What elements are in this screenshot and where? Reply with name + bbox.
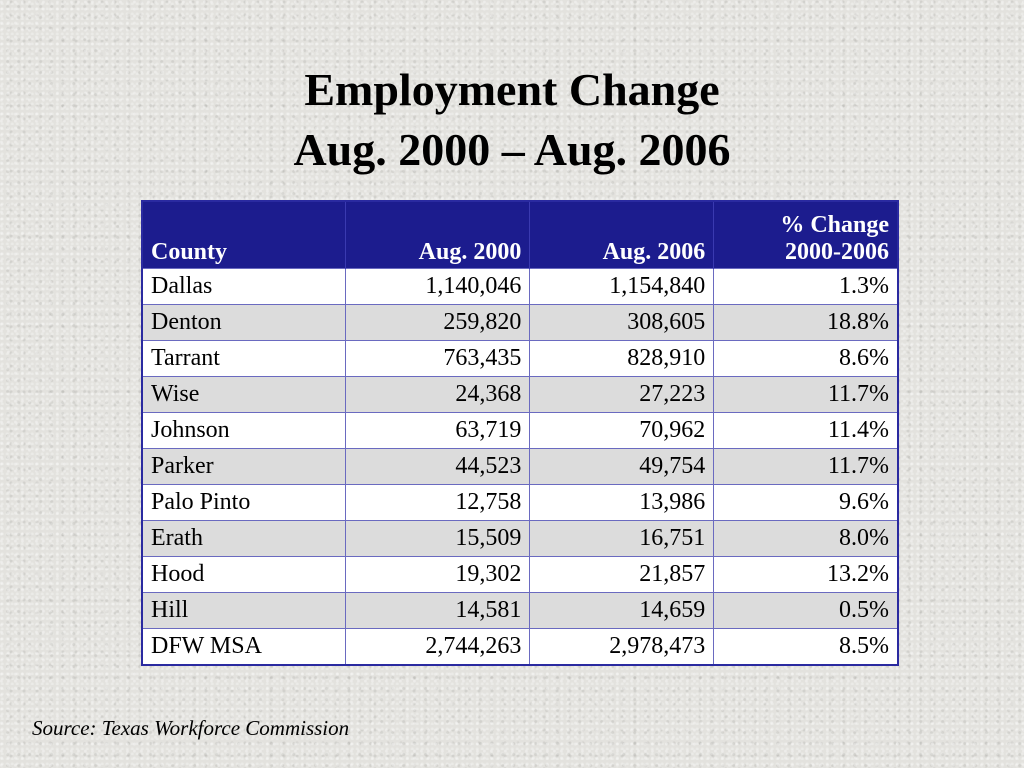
source-note: Source: Texas Workforce Commission bbox=[32, 716, 350, 740]
header-aug-2006: Aug. 2006 bbox=[530, 201, 714, 269]
cell-aug-2000: 44,523 bbox=[346, 449, 530, 485]
table-header-row bbox=[142, 201, 898, 269]
cell-pct-change: 1.3% bbox=[714, 269, 898, 305]
cell-aug-2006: 308,605 bbox=[530, 305, 714, 341]
cell-county: Dallas bbox=[142, 269, 346, 305]
cell-county: Palo Pinto bbox=[142, 485, 346, 521]
cell-aug-2006: 13,986 bbox=[530, 485, 714, 521]
cell-aug-2000: 15,509 bbox=[346, 521, 530, 557]
slide-title bbox=[0, 60, 1024, 180]
cell-aug-2006: 1,154,840 bbox=[530, 269, 714, 305]
cell-county: Hill bbox=[142, 593, 346, 629]
cell-pct-change: 13.2% bbox=[714, 557, 898, 593]
cell-pct-change: 8.5% bbox=[714, 629, 898, 666]
table-row bbox=[142, 449, 898, 485]
cell-pct-change: 8.6% bbox=[714, 341, 898, 377]
cell-aug-2000: 12,758 bbox=[346, 485, 530, 521]
table-row bbox=[142, 629, 898, 666]
cell-county: Parker bbox=[142, 449, 346, 485]
cell-county: DFW MSA bbox=[142, 629, 346, 666]
cell-pct-change: 9.6% bbox=[714, 485, 898, 521]
cell-aug-2006: 49,754 bbox=[530, 449, 714, 485]
header-pct-change bbox=[714, 201, 898, 269]
cell-aug-2000: 14,581 bbox=[346, 593, 530, 629]
cell-pct-change: 0.5% bbox=[714, 593, 898, 629]
table-row bbox=[142, 593, 898, 629]
cell-aug-2000: 24,368 bbox=[346, 377, 530, 413]
cell-aug-2006: 21,857 bbox=[530, 557, 714, 593]
table-row bbox=[142, 305, 898, 341]
table-row bbox=[142, 557, 898, 593]
cell-aug-2006: 16,751 bbox=[530, 521, 714, 557]
table-row bbox=[142, 485, 898, 521]
table-row bbox=[142, 413, 898, 449]
header-aug-2000: Aug. 2000 bbox=[346, 201, 530, 269]
cell-county: Erath bbox=[142, 521, 346, 557]
cell-aug-2006: 828,910 bbox=[530, 341, 714, 377]
cell-aug-2006: 70,962 bbox=[530, 413, 714, 449]
cell-aug-2000: 19,302 bbox=[346, 557, 530, 593]
table-body bbox=[142, 269, 898, 666]
cell-pct-change: 11.4% bbox=[714, 413, 898, 449]
table-row bbox=[142, 377, 898, 413]
cell-pct-change: 11.7% bbox=[714, 377, 898, 413]
cell-county: Tarrant bbox=[142, 341, 346, 377]
cell-county: Denton bbox=[142, 305, 346, 341]
cell-county: Wise bbox=[142, 377, 346, 413]
header-pct-line-1: % Change bbox=[780, 212, 889, 238]
cell-aug-2006: 27,223 bbox=[530, 377, 714, 413]
header-pct-line-2: 2000-2006 bbox=[785, 239, 889, 265]
cell-aug-2006: 14,659 bbox=[530, 593, 714, 629]
cell-aug-2000: 63,719 bbox=[346, 413, 530, 449]
employment-table bbox=[141, 200, 899, 666]
title-line-2: Aug. 2000 – Aug. 2006 bbox=[293, 124, 731, 175]
cell-pct-change: 8.0% bbox=[714, 521, 898, 557]
table-row bbox=[142, 521, 898, 557]
table-row bbox=[142, 341, 898, 377]
cell-pct-change: 11.7% bbox=[714, 449, 898, 485]
cell-county: Hood bbox=[142, 557, 346, 593]
cell-aug-2000: 763,435 bbox=[346, 341, 530, 377]
table-row bbox=[142, 269, 898, 305]
header-county: County bbox=[142, 201, 346, 269]
title-line-1: Employment Change bbox=[304, 64, 720, 115]
cell-county: Johnson bbox=[142, 413, 346, 449]
cell-aug-2006: 2,978,473 bbox=[530, 629, 714, 666]
cell-aug-2000: 259,820 bbox=[346, 305, 530, 341]
cell-aug-2000: 2,744,263 bbox=[346, 629, 530, 666]
cell-pct-change: 18.8% bbox=[714, 305, 898, 341]
cell-aug-2000: 1,140,046 bbox=[346, 269, 530, 305]
